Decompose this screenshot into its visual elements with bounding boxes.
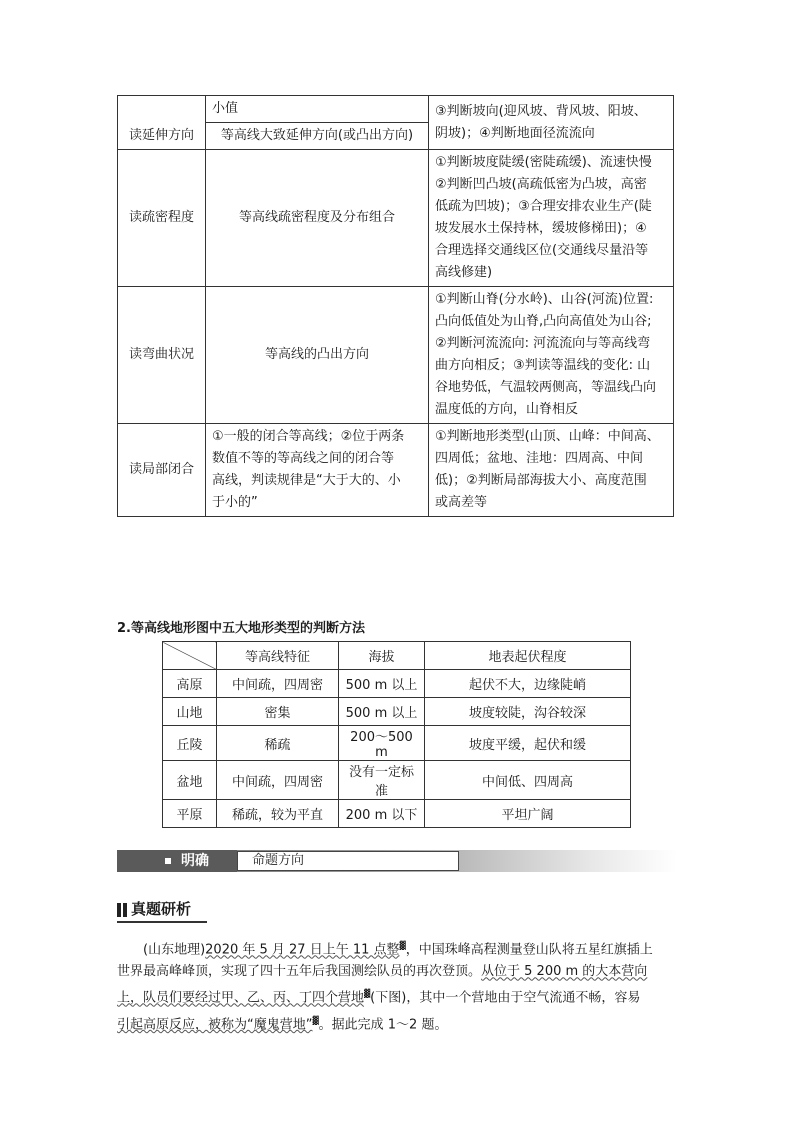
section-title-text: 真题研析: [131, 900, 192, 918]
table-cell: 平坦广阔: [425, 800, 631, 828]
cell-line: 数值不等的等高线之间的闭合等: [212, 451, 395, 466]
cell-line: ①一般的闭合等高线；②位于两条: [212, 429, 405, 444]
table-cell: 起伏不大，边缘陡峭: [425, 670, 631, 698]
cell-line: 温度低的方向，山脊相反: [435, 402, 579, 417]
table-cell: [118, 287, 206, 424]
cell-line: 于小的”: [212, 495, 258, 510]
row-label: 山地: [163, 698, 217, 726]
table-cell: 200～500 m: [339, 726, 425, 761]
table-row: [163, 670, 631, 698]
table-cell: [429, 150, 674, 287]
cell-line: 阴坡)；④判断地面径流流向: [435, 125, 595, 141]
cell-line: 凸向低值处为山脊,凸向高值处为山谷;: [435, 314, 652, 329]
underlined-text: 2020 年 5 月 27 日上午 11 点整: [205, 942, 400, 958]
table-cell: 坡度平缓，起伏和缓: [425, 726, 631, 761]
table-cell: [429, 287, 674, 424]
table-row: [163, 761, 631, 800]
row-label: 读疏密程度: [128, 210, 194, 225]
cell-line: ②判断凹凸坡(高疏低密为凸坡，高密: [435, 177, 647, 192]
annotation-mark: ▓: [399, 941, 406, 950]
section-heading: 2.等高线地形图中五大地形类型的判断方法: [117, 621, 365, 636]
cell-line: 高线，判读规律是“大于大的、小: [212, 473, 401, 488]
table-cell: 中间疏，四周密: [217, 761, 339, 800]
table-cell: 500 m 以上: [339, 698, 425, 726]
cell-line: 低)；②判断局部海拔大小、高度范围: [435, 473, 647, 488]
column-header: 等高线特征: [217, 642, 339, 670]
paragraph-line: [117, 935, 677, 961]
table-row: [118, 287, 674, 424]
table-row: [163, 726, 631, 761]
table-cell: [206, 150, 429, 287]
banner-box: [237, 851, 459, 871]
bullet-square-icon: [165, 858, 171, 864]
annotation-mark: ▓: [312, 1015, 319, 1025]
section-banner: [117, 850, 677, 872]
row-label: 读弯曲状况: [128, 347, 194, 362]
cell-line: 曲方向相反；③判读等温线的变化: 山: [435, 358, 651, 373]
table-row: [163, 800, 631, 828]
cell-line: 合理选择交通线区位(交通线尽量沿等: [435, 243, 649, 258]
row-label: 丘陵: [163, 726, 217, 761]
table-row: [118, 150, 674, 287]
table-row: [163, 698, 631, 726]
cell-text: 等高线大致延伸方向(或凸出方向): [220, 128, 414, 143]
cell-text: 等高线疏密程度及分布组合: [238, 210, 395, 225]
cell-line: 低疏为凹坡)；③合理安排农业生产(陡: [435, 199, 652, 214]
table-row: [118, 424, 674, 517]
row-label: 读局部闭合: [128, 462, 194, 477]
question-paragraph: [117, 935, 677, 1036]
cell-line: 坡发展水土保持林，缓坡修梯田)；④: [435, 221, 647, 236]
paragraph-text: (下图)，其中一个营地由于空气流通不畅，容易: [370, 990, 641, 1006]
table-cell: 稀疏: [217, 726, 339, 761]
row-label: 平原: [163, 800, 217, 828]
table-cell: 200 m 以下: [339, 800, 425, 828]
table-cell: [429, 96, 674, 150]
table-cell: [206, 424, 429, 517]
cell-line: 谷地势低，气温较两侧高，等温线凸向: [435, 380, 657, 395]
cell-line: ②判断河流流向: 河流流向与等高线弯: [435, 336, 651, 351]
paragraph-line: [117, 1010, 677, 1036]
table-cell: 稀疏，较为平直: [217, 800, 339, 828]
banner-dark-block: [117, 850, 237, 872]
column-header: 地表起伏程度: [425, 642, 631, 670]
cell-line: ③判断坡向(迎风坡、背风坡、阳坡、: [435, 103, 647, 119]
double-bar-icon: [117, 903, 127, 917]
cell-line: ①判断地形类型(山顶、山峰：中间高、: [435, 429, 660, 444]
cell-line: 或高差等: [435, 495, 488, 510]
table-row: [118, 96, 674, 123]
contour-reading-table: [117, 95, 674, 517]
cell-line: 高线修建): [435, 265, 493, 280]
landform-table: [162, 641, 631, 828]
cell-text: 小值: [212, 101, 239, 116]
table-cell: [206, 123, 429, 150]
banner-sublabel: 命题方向: [252, 853, 305, 868]
table-cell: 500 m 以上: [339, 670, 425, 698]
table-cell: [429, 424, 674, 517]
table-cell: 坡度较陡，沟谷较深: [425, 698, 631, 726]
underlined-text: 从位于 5 200 m 的大本营向: [481, 964, 648, 980]
table-cell: 中间低、四周高: [425, 761, 631, 800]
table-cell: [206, 96, 429, 123]
underlined-text: 引起高原反应，被称为“魔鬼营地”: [117, 1016, 313, 1032]
underlined-text: 上，队员们要经过甲、乙、丙、丁四个营地: [117, 990, 365, 1006]
row-label: 读延伸方向: [128, 128, 194, 143]
row-label: 高原: [163, 670, 217, 698]
paragraph-line: [117, 961, 677, 983]
table-cell: [118, 96, 206, 150]
diagonal-header-cell: [163, 642, 217, 670]
cell-line: ①判断坡度陡缓(密陡疏缓)、流速快慢: [435, 155, 652, 170]
table-cell: [118, 424, 206, 517]
table-cell: 没有一定标准: [339, 761, 425, 800]
annotation-mark: ▓: [364, 989, 371, 999]
paragraph-text: 。据此完成 1～2 题。: [318, 1016, 448, 1032]
cell-line: ①判断山脊(分水岭)、山谷(河流)位置:: [435, 292, 654, 307]
cell-text: 等高线的凸出方向: [264, 347, 369, 362]
column-header: 海拔: [339, 642, 425, 670]
paragraph-line: [117, 983, 677, 1009]
table-cell: 中间疏，四周密: [217, 670, 339, 698]
cell-line: 四周低；盆地、洼地：四周高、中间: [435, 451, 644, 466]
section-title: [117, 899, 207, 923]
table-header-row: [163, 642, 631, 670]
table-cell: 密集: [217, 698, 339, 726]
table-cell: [118, 150, 206, 287]
table-cell: [206, 287, 429, 424]
paragraph-text: ，中国珠峰高程测量登山队将五星红旗插上: [405, 942, 653, 958]
source-label: (山东地理): [143, 942, 206, 958]
row-label: 盆地: [163, 761, 217, 800]
paragraph-text: 世界最高峰峰顶，实现了四十五年后我国测绘队员的再次登顶。: [117, 964, 482, 980]
banner-label: 明确: [181, 853, 209, 869]
